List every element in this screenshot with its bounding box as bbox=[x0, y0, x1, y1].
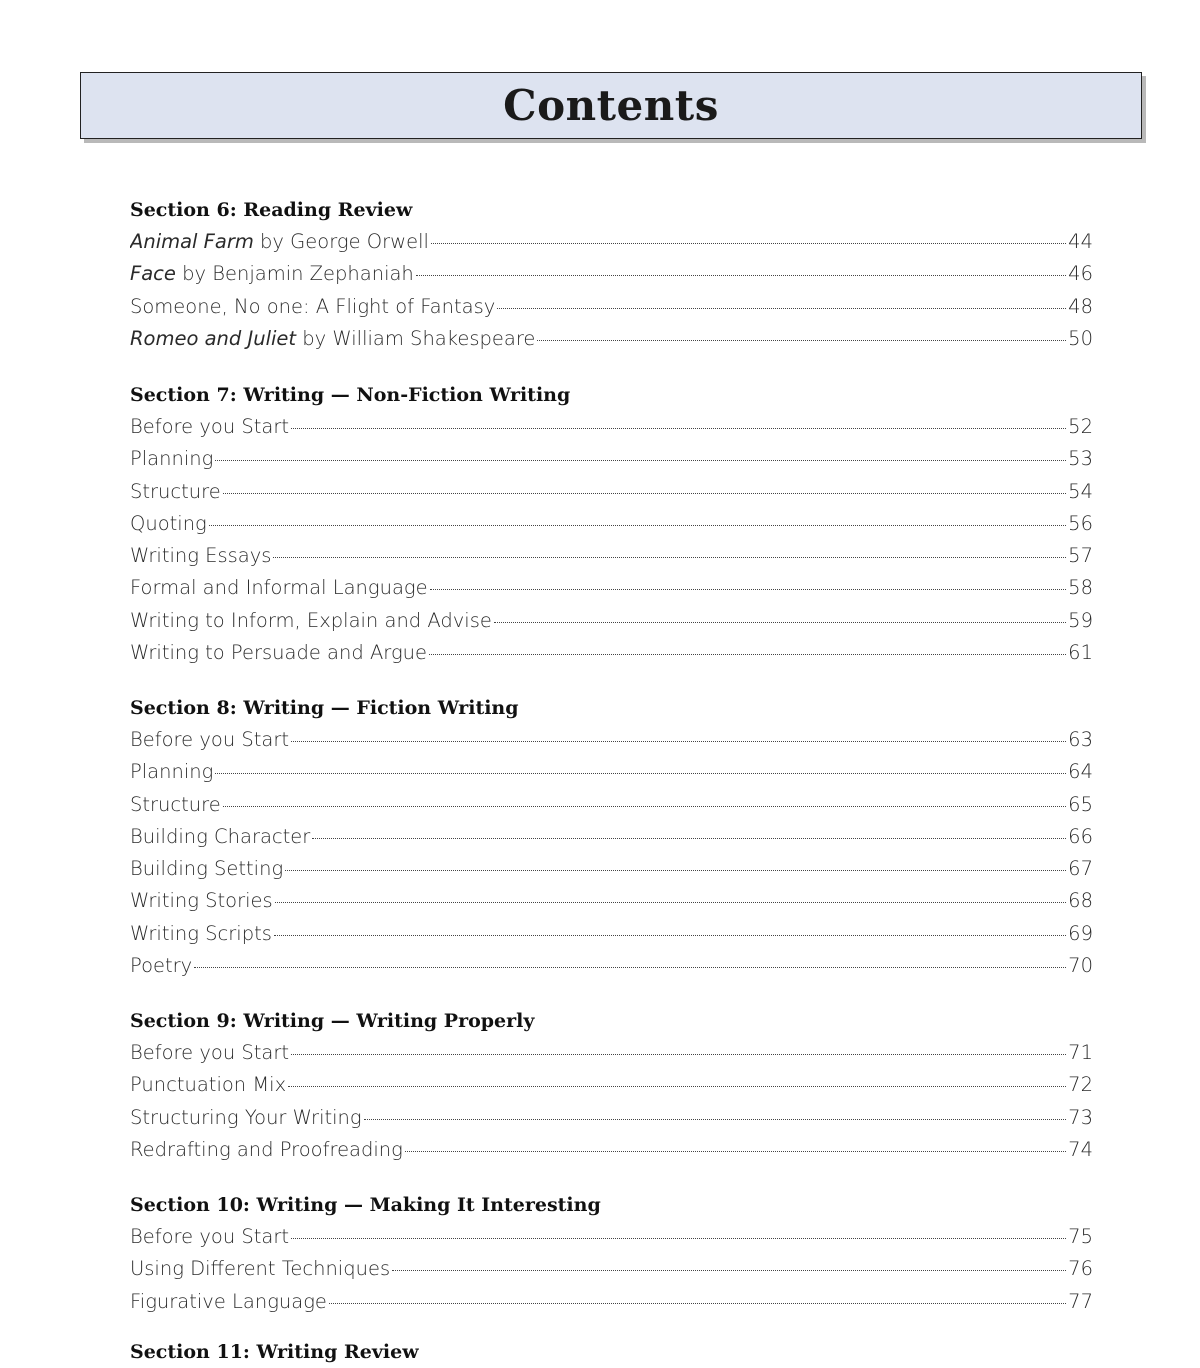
dot-leader bbox=[223, 493, 1066, 494]
page-title: Contents bbox=[503, 81, 719, 130]
toc-entry[interactable] bbox=[130, 853, 1093, 885]
dot-leader bbox=[329, 1303, 1066, 1304]
entry-page-number: 65 bbox=[1068, 792, 1093, 816]
contents-title-box bbox=[80, 72, 1142, 139]
entry-title: Building Character bbox=[130, 824, 311, 848]
toc-entry[interactable] bbox=[130, 291, 1093, 323]
entry-title: Before you Start bbox=[130, 415, 290, 438]
dot-leader bbox=[392, 1270, 1066, 1271]
entry-title: Redrafting and Proofreading bbox=[130, 1137, 403, 1161]
dot-leader bbox=[497, 308, 1066, 309]
dot-leader bbox=[274, 935, 1066, 936]
dot-leader bbox=[431, 243, 1066, 244]
entry-page-number: 53 bbox=[1068, 447, 1093, 471]
entry-page-number: 71 bbox=[1068, 1041, 1093, 1064]
toc-entry[interactable] bbox=[130, 476, 1093, 508]
toc-entry[interactable] bbox=[130, 885, 1093, 917]
entry-page-number: 48 bbox=[1068, 294, 1093, 318]
toc-entry[interactable] bbox=[130, 950, 1093, 982]
toc-entry[interactable] bbox=[130, 572, 1093, 604]
entry-title: Writing to Inform, Explain and Advise bbox=[130, 608, 492, 632]
toc-entry[interactable] bbox=[130, 258, 1093, 290]
entry-page-number: 44 bbox=[1068, 230, 1093, 253]
entry-page-number: 75 bbox=[1068, 1225, 1093, 1248]
entry-page-number: 77 bbox=[1068, 1289, 1093, 1313]
entry-page-number: 76 bbox=[1068, 1257, 1093, 1281]
entry-title: Quoting bbox=[130, 511, 207, 535]
toc-entry[interactable] bbox=[130, 821, 1093, 853]
entry-title: Animal Farm by George Orwell bbox=[130, 230, 429, 253]
dot-leader bbox=[291, 1054, 1066, 1055]
entry-page-number: 72 bbox=[1068, 1073, 1093, 1097]
toc-entry[interactable] bbox=[130, 1134, 1093, 1166]
entry-title: Writing to Persuade and Argue bbox=[130, 641, 428, 665]
entry-title: Face by Benjamin Zephaniah bbox=[130, 262, 414, 286]
entry-page-number: 67 bbox=[1068, 857, 1093, 881]
entry-title: Romeo and Juliet by William Shakespeare bbox=[130, 326, 536, 350]
entry-page-number: 69 bbox=[1068, 921, 1093, 945]
section-heading: Section 6: Reading Review bbox=[130, 199, 413, 221]
entry-page-number: 64 bbox=[1068, 760, 1093, 784]
section-11 bbox=[130, 1336, 1093, 1368]
toc-entry[interactable] bbox=[130, 1286, 1093, 1318]
dot-leader bbox=[223, 806, 1066, 807]
entry-title: Building Setting bbox=[130, 857, 284, 881]
dot-leader bbox=[430, 589, 1067, 590]
entry-title: Planning bbox=[130, 447, 214, 471]
section-heading: Section 10: Writing — Making It Interesting bbox=[130, 1194, 601, 1216]
dot-leader bbox=[405, 1151, 1066, 1152]
entry-title: Writing Scripts bbox=[130, 921, 272, 945]
toc-entry[interactable] bbox=[130, 605, 1093, 637]
section-heading: Section 7: Writing — Non-Fiction Writing bbox=[130, 384, 571, 406]
dot-leader bbox=[291, 741, 1066, 742]
toc-entry[interactable] bbox=[130, 1069, 1093, 1101]
toc-entry[interactable] bbox=[130, 411, 1093, 443]
dot-leader bbox=[494, 622, 1066, 623]
entry-page-number: 52 bbox=[1068, 415, 1093, 438]
entry-page-number: 54 bbox=[1068, 479, 1093, 503]
dot-leader bbox=[288, 1086, 1066, 1087]
dot-leader bbox=[273, 557, 1066, 558]
entry-page-number: 70 bbox=[1068, 954, 1093, 978]
entry-page-number: 59 bbox=[1068, 608, 1093, 632]
dot-leader bbox=[285, 870, 1066, 871]
entry-title: Writing Essays bbox=[130, 544, 272, 568]
section-10 bbox=[130, 1189, 1093, 1318]
entry-title: Planning bbox=[130, 760, 214, 784]
toc-entry[interactable] bbox=[130, 1037, 1093, 1069]
section-heading: Section 8: Writing — Fiction Writing bbox=[130, 697, 519, 719]
entry-page-number: 74 bbox=[1068, 1137, 1093, 1161]
entry-page-number: 57 bbox=[1068, 544, 1093, 568]
entry-title: Structuring Your Writing bbox=[130, 1105, 362, 1129]
entry-title: Figurative Language bbox=[130, 1289, 327, 1313]
section-heading: Section 9: Writing — Writing Properly bbox=[130, 1010, 535, 1032]
entry-title: Before you Start bbox=[130, 1225, 290, 1248]
toc-entry[interactable] bbox=[130, 637, 1093, 669]
entry-title: Structure bbox=[130, 792, 221, 816]
entry-page-number: 46 bbox=[1068, 262, 1093, 286]
toc-entry[interactable] bbox=[130, 443, 1093, 475]
section-8 bbox=[130, 692, 1093, 982]
entry-page-number: 56 bbox=[1068, 511, 1093, 535]
dot-leader bbox=[275, 902, 1066, 903]
entry-page-number: 61 bbox=[1068, 641, 1093, 665]
toc-entry[interactable] bbox=[130, 1253, 1093, 1285]
dot-leader bbox=[429, 654, 1066, 655]
dot-leader bbox=[312, 838, 1066, 839]
entry-page-number: 73 bbox=[1068, 1105, 1093, 1129]
entry-title: Before you Start bbox=[130, 728, 290, 751]
toc-entry[interactable] bbox=[130, 323, 1093, 355]
entry-title: Formal and Informal Language bbox=[130, 576, 428, 600]
toc-entry[interactable] bbox=[130, 540, 1093, 572]
toc-entry[interactable] bbox=[130, 1102, 1093, 1134]
toc-entry[interactable] bbox=[130, 789, 1093, 821]
toc-entry[interactable] bbox=[130, 1221, 1093, 1253]
dot-leader bbox=[194, 967, 1066, 968]
section-6 bbox=[130, 194, 1093, 355]
dot-leader bbox=[537, 340, 1066, 341]
entry-title: Punctuation Mix bbox=[130, 1073, 287, 1097]
dot-leader bbox=[291, 1238, 1066, 1239]
section-9 bbox=[130, 1005, 1093, 1166]
section-heading: Section 11: Writing Review bbox=[130, 1341, 419, 1363]
entry-page-number: 50 bbox=[1068, 326, 1093, 350]
entry-page-number: 66 bbox=[1068, 824, 1093, 848]
entry-title: Writing Stories bbox=[130, 889, 273, 913]
toc-entry[interactable] bbox=[130, 756, 1093, 788]
entry-title: Poetry bbox=[130, 954, 193, 978]
dot-leader bbox=[215, 460, 1066, 461]
toc-entry[interactable] bbox=[130, 918, 1093, 950]
entry-title: Before you Start bbox=[130, 1041, 290, 1064]
entry-title: Structure bbox=[130, 479, 221, 503]
dot-leader bbox=[209, 525, 1066, 526]
entry-title: Using Different Techniques bbox=[130, 1257, 391, 1281]
toc-entry[interactable] bbox=[130, 724, 1093, 756]
toc-entry[interactable] bbox=[130, 508, 1093, 540]
dot-leader bbox=[364, 1119, 1067, 1120]
entry-title: Someone, No one: A Flight of Fantasy bbox=[130, 294, 496, 318]
dot-leader bbox=[215, 773, 1066, 774]
dot-leader bbox=[291, 428, 1066, 429]
entry-page-number: 63 bbox=[1068, 728, 1093, 751]
entry-page-number: 68 bbox=[1068, 889, 1093, 913]
dot-leader bbox=[416, 275, 1066, 276]
toc-entry[interactable] bbox=[130, 226, 1093, 258]
section-7 bbox=[130, 379, 1093, 669]
entry-page-number: 58 bbox=[1068, 576, 1093, 600]
